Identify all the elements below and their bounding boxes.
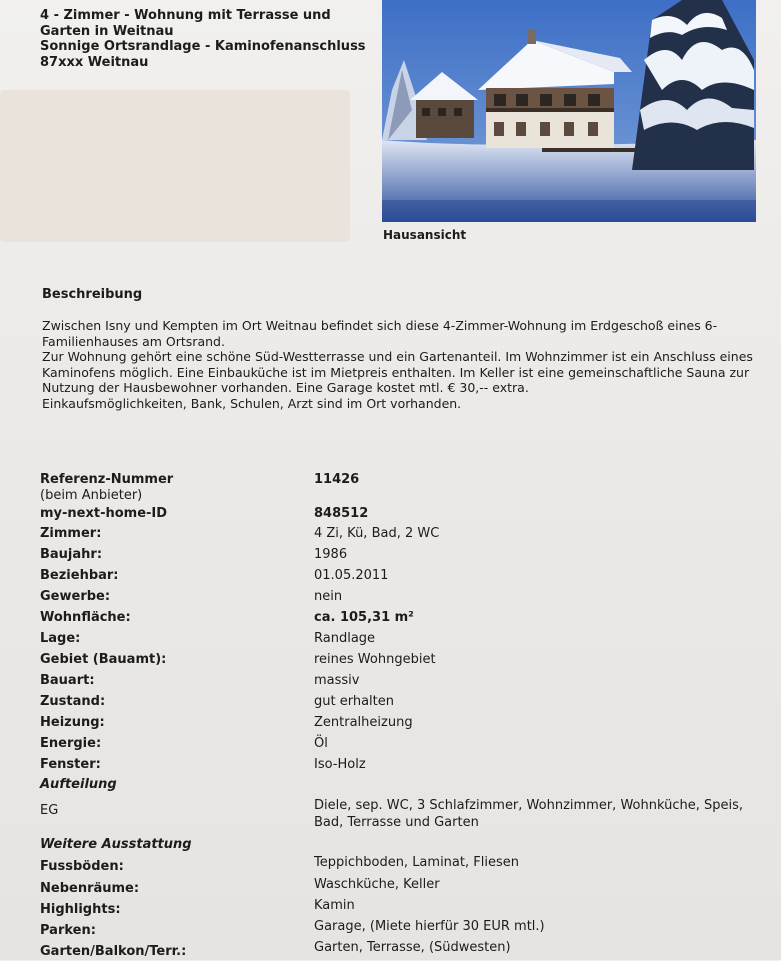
fact-row-windows: [40, 757, 770, 777]
fact-value: Teppichboden, Laminat, Fliesen: [314, 855, 519, 870]
fact-value: nein: [314, 589, 343, 604]
fact-value: 4 Zi, Kü, Bad, 2 WC: [314, 526, 440, 541]
fact-value: Iso-Holz: [314, 757, 366, 772]
fact-label: Fenster:: [40, 757, 101, 772]
fact-row-year: [40, 547, 770, 568]
fact-label: Heizung:: [40, 715, 105, 730]
fact-value: Öl: [314, 736, 328, 751]
fact-label: Lage:: [40, 631, 81, 646]
fact-row-condition: [40, 694, 770, 715]
fact-row-construction: [40, 673, 770, 694]
redacted-area: [0, 90, 350, 242]
fact-label: Zimmer:: [40, 526, 102, 541]
fact-label: (beim Anbieter): [40, 488, 143, 503]
description-paragraph: Zur Wohnung gehört eine schöne Süd-Westterrasse und ein Gartenanteil. Im Wohnzimmer ist ein Anschluss eines Kaminofens möglich. Eine Einbauküche ist im Mietpreis enthalten. Im Keller ist eine gemeinschaftliche Sauna zur Nutzung der Hausbewohner vorhanden. Eine Garage kostet mtl. € 30,-- extra.: [42, 349, 753, 395]
fact-section-equipment: [40, 833, 770, 855]
fact-value: 11426: [314, 472, 360, 487]
fact-value: 01.05.2011: [314, 568, 389, 583]
fact-value: 1986: [314, 547, 348, 562]
fact-value: 848512: [314, 506, 369, 521]
fact-value: reines Wohngebiet: [314, 652, 436, 667]
listing-title: [40, 8, 370, 70]
title-line: Garten in Weitnau: [40, 23, 174, 39]
fact-label: Gewerbe:: [40, 589, 111, 604]
fact-label: Referenz-Nummer: [40, 472, 174, 487]
fact-label: Nebenräume:: [40, 881, 140, 896]
fact-label: Gebiet (Bauamt):: [40, 652, 167, 667]
description-paragraph: Einkaufsmöglichkeiten, Bank, Schulen, Arzt sind im Ort vorhanden.: [42, 395, 462, 411]
description-heading: Beschreibung: [42, 287, 143, 302]
fact-row-parking: [40, 919, 770, 940]
fact-label: Bauart:: [40, 673, 95, 688]
fact-row-ground-floor: [40, 797, 770, 833]
fact-label: Wohnfläche:: [40, 610, 131, 625]
fact-value: Kamin: [314, 898, 355, 913]
fact-row-rooms: [40, 526, 770, 547]
fact-label: EG: [40, 803, 59, 818]
fact-label: Baujahr:: [40, 547, 103, 562]
fact-row-commercial: [40, 589, 770, 610]
fact-row-highlights: [40, 898, 770, 919]
fact-value: Garten, Terrasse, (Südwesten): [314, 940, 511, 955]
description-text: [42, 318, 762, 411]
fact-section-label: Aufteilung: [40, 777, 117, 792]
subtitle-line: Sonnige Ortsrandlage - Kaminofenanschluss: [40, 39, 366, 54]
fact-row-available: [40, 568, 770, 589]
fact-row-zoning: [40, 652, 770, 673]
fact-label: my-next-home-ID: [40, 506, 168, 521]
fact-label: Zustand:: [40, 694, 106, 709]
fact-section-label: Weitere Ausstattung: [40, 837, 192, 852]
description-paragraph: Zwischen Isny und Kempten im Ort Weitnau befindet sich diese 4-Zimmer-Wohnung im Erdgeschoß eines 6-Familienhauses am Ortsrand.: [42, 318, 718, 349]
facts-table: [40, 472, 770, 961]
title-line: 4 - Zimmer - Wohnung mit Terrasse und: [40, 8, 331, 23]
fact-value: ca. 105,31 m²: [314, 610, 414, 625]
fact-row-id: [40, 506, 770, 526]
fact-row-garden: [40, 940, 770, 961]
fact-value: Zentralheizung: [314, 715, 413, 730]
fact-row-area: [40, 610, 770, 631]
fact-label: Fussböden:: [40, 859, 124, 874]
photo-caption: Hausansicht: [383, 228, 467, 242]
fact-label: Parken:: [40, 923, 96, 938]
fact-value: Garage, (Miete hierfür 30 EUR mtl.): [314, 919, 545, 934]
fact-value: Randlage: [314, 631, 376, 646]
fact-value: Diele, sep. WC, 3 Schlafzimmer, Wohnzimmer, Wohnküche, Speis, Bad, Terrasse und Garten: [314, 798, 743, 830]
fact-row-reference: [40, 472, 770, 488]
fact-row-reference-note: [40, 488, 770, 506]
house-photo: [382, 0, 756, 222]
fact-row-location: [40, 631, 770, 652]
fact-row-ancillary-rooms: [40, 877, 770, 898]
fact-label: Energie:: [40, 736, 102, 751]
fact-value: massiv: [314, 673, 360, 688]
fact-value: gut erhalten: [314, 694, 394, 709]
fact-label: Garten/Balkon/Terr.:: [40, 944, 187, 959]
fact-label: Highlights:: [40, 902, 121, 917]
fact-value: Waschküche, Keller: [314, 877, 440, 892]
fact-label: Beziehbar:: [40, 568, 119, 583]
fact-row-floors: [40, 855, 770, 877]
fact-row-energy: [40, 736, 770, 757]
fact-row-heating: [40, 715, 770, 736]
fact-section-layout: [40, 777, 770, 797]
location-line: 87xxx Weitnau: [40, 54, 149, 70]
